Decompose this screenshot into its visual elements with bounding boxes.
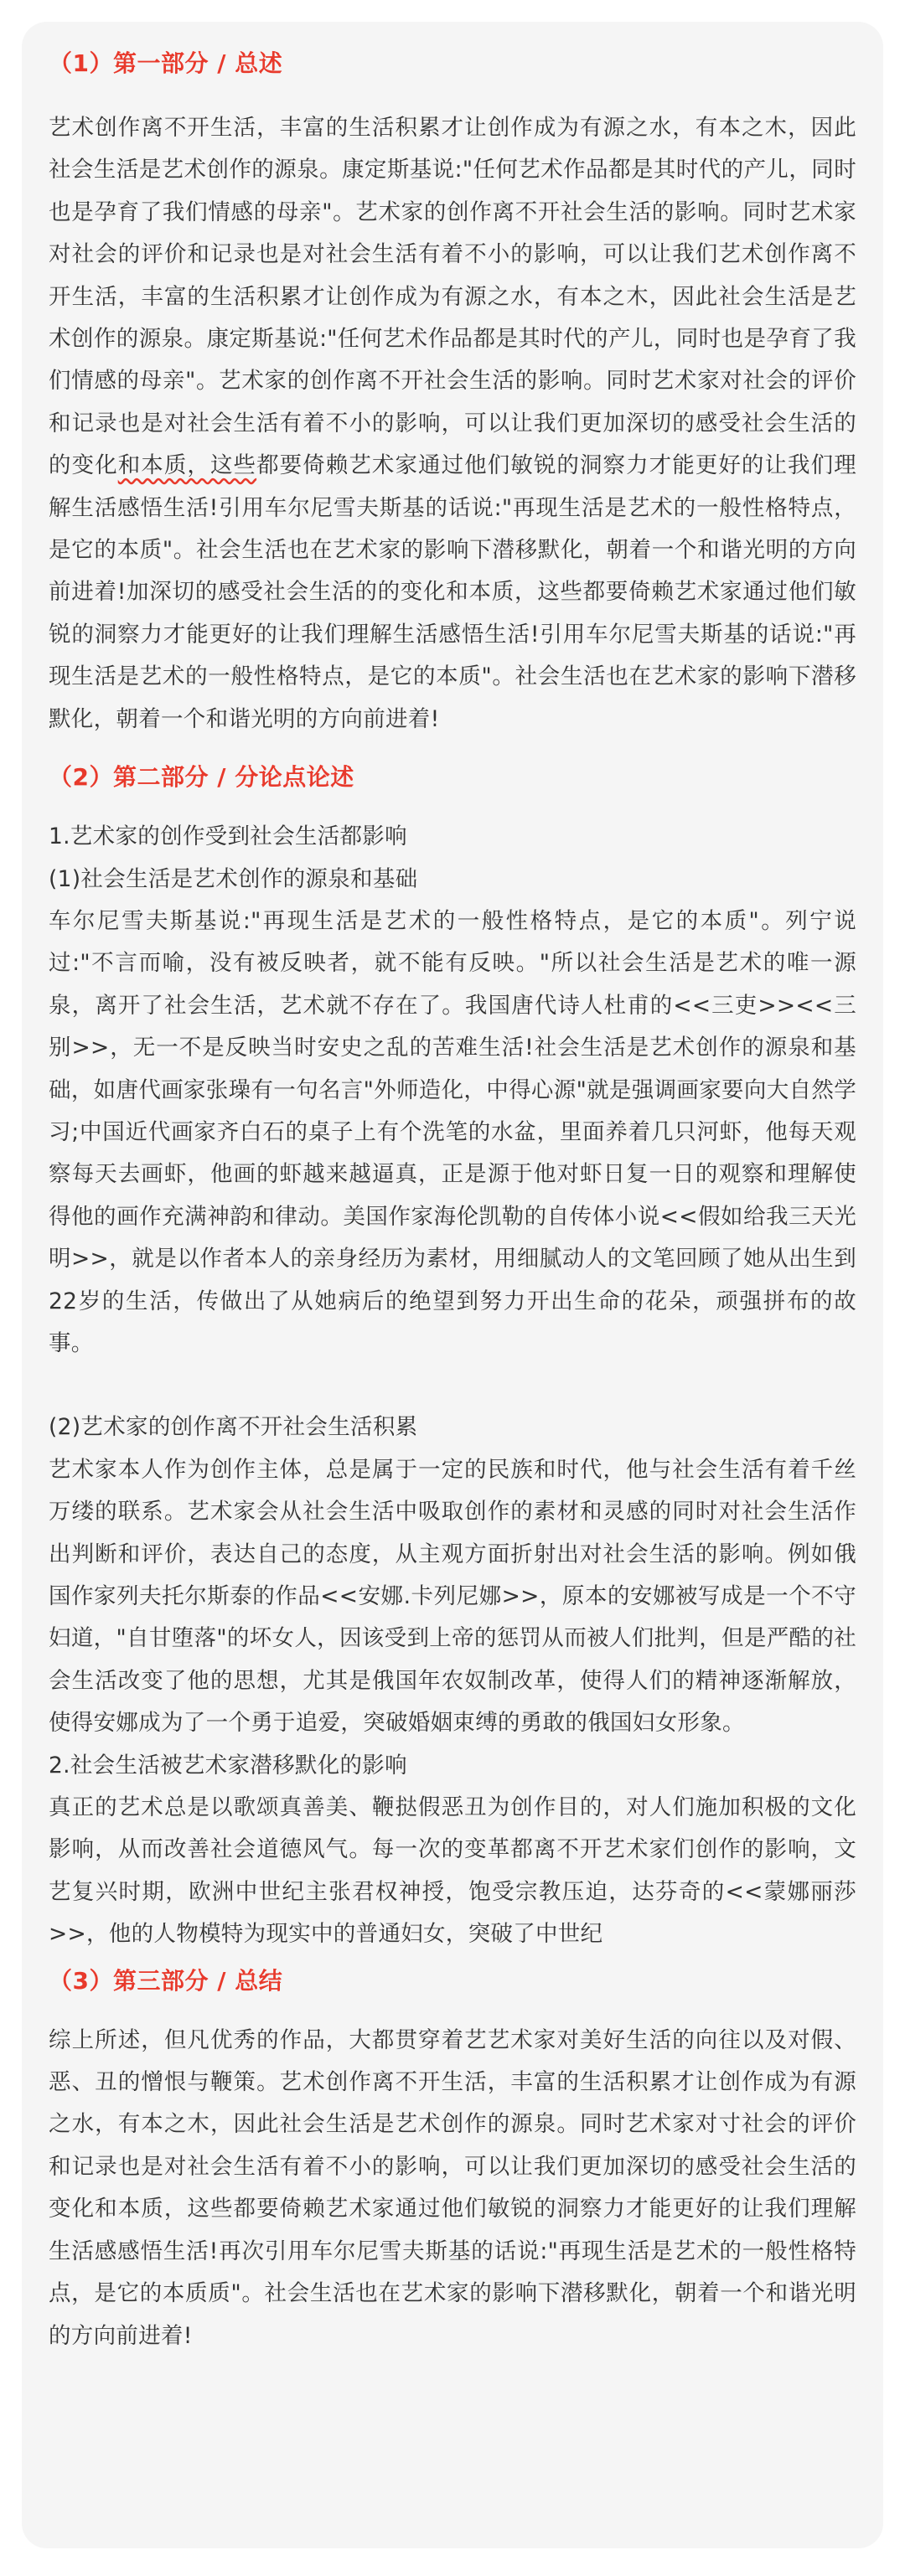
subpoint-2-title: (2)艺术家的创作离不开社会生活积累 <box>49 1414 418 1441</box>
section-2-body <box>49 816 856 1956</box>
point-2-body: 真正的艺术总是以歌颂真善美、鞭挞假恶丑为创作目的，对人们施加积极的文化影响，从而改善社会道德风气。每一次的变革都离不开艺术家们创作的影响，文艺复兴时期，欧洲中世纪主张君权神授，饱受宗教压迫，达芬奇的<<蒙娜丽莎>>，他的人物模特为现实中的普通妇女，突破了中世纪 <box>49 1794 856 1948</box>
section-1-body-text-b: 都要倚赖艺术家通过他们敏锐的洞察力才能更好的让我们理解生活感悟生活!引用车尔尼雪夫斯基的话说:"再现生活是艺术的一般性格特点，是它的本质"。社会生活也在艺术家的影响下潜移默化，朝着一个和谐光明的方向前进着!加深切的感受社会生活的的变化和本质，这些都要倚赖艺术家通过他们敏锐的洞察力才能更好的让我们理解生活感悟生活!引用车尔尼雪夫斯基的话说:"再现生活是艺术的一般性格特点，是它的本质"。社会生活也在艺术家的影响下潜移默化，朝着一个和谐光明的方向前进着! <box>49 452 856 732</box>
section-1-body <box>49 107 856 741</box>
section-3-body: 综上所述，但凡优秀的作品，大都贯穿着艺艺术家对美好生活的向往以及对假、恶、丑的憎恨与鞭策。艺术创作离不开生活，丰富的生活积累才让创作成为有源之水，有本之木，因此社会生活是艺术创作的源泉。同时艺术家对寸社会的评价和记录也是对社会生活有着不小的影响，可以让我们更加深切的感受社会生活的变化和本质，这些都要倚赖艺术家通过他们敏锐的洞察力才能更好的让我们理解生活感感悟生活!再次引用车尔尼雪夫斯基的话说:"再现生活是艺术的一般性格特点，是它的本质质"。社会生活也在艺术家的影响下潜移默化，朝着一个和谐光明的方向前进着! <box>49 2026 856 2349</box>
paragraph-gap <box>49 1365 856 1407</box>
spellcheck-underlined-text: 和本质，这些 <box>117 452 257 479</box>
section-2-heading: （2）第二部分 / 分论点论述 <box>49 763 354 792</box>
subpoint-2-body: 艺术家本人作为创作主体，总是属于一定的民族和时代，他与社会生活有着千丝万缕的联系。艺术家会从社会生活中吸取创作的素材和灵感的同时对社会生活作出判断和评价，表达自己的态度，从主观方面折射出对社会生活的影响。例如俄国作家列夫托尔斯泰的作品<<安娜.卡列尼娜>>，原本的安娜被写成是一个不守妇道，"自甘堕落"的坏女人，因该受到上帝的惩罚从而被人们批判，但是严酷的社会生活改变了他的思想，尤其是俄国年农奴制改革，使得人们的精神逐渐解放，使得安娜成为了一个勇于追爱，突破婚姻束缚的勇敢的俄国妇女形象。 <box>49 1456 856 1737</box>
section-3-heading: （3）第三部分 / 总结 <box>49 1966 283 1995</box>
section-1-heading: （1）第一部分 / 总述 <box>49 49 283 77</box>
point-2-title: 2.社会生活被艺术家潜移默化的影响 <box>49 1752 407 1778</box>
point-1-title: 1.艺术家的创作受到社会生活都影响 <box>49 823 407 850</box>
subpoint-1-title: (1)社会生活是艺术创作的源泉和基础 <box>49 865 418 892</box>
essay-card <box>22 22 883 2548</box>
subpoint-1-body: 车尔尼雪夫斯基说:"再现生活是艺术的一般性格特点，是它的本质"。列宁说过:"不言而喻，没有被反映者，就不能有反映。"所以社会生活是艺术的唯一源泉，离开了社会生活，艺术就不存在了。我国唐代诗人杜甫的<<三吏>><<三别>>，无一不是反映当时安史之乱的苦难生活!社会生活是艺术创作的源泉和基础，如唐代画家张璪有一句名言"外师造化，中得心源"就是强调画家要向大自然学习;中国近代画家齐白石的桌子上有个洗笔的水盆，里面养着几只河虾，他每天观察每天去画虾，他画的虾越来越逼真，正是源于他对虾日复一日的观察和理解使得他的画作充满神韵和律动。美国作家海伦凯勒的自传体小说<<假如给我三天光明>>，就是以作者本人的亲身经历为素材，用细腻动人的文笔回顾了她从出生到22岁的生活，传做出了从她病后的绝望到努力开出生命的花朵，顽强拼布的故事。 <box>49 907 856 1356</box>
section-1-body-text-a: 艺术创作离不开生活，丰富的生活积累才让创作成为有源之水，有本之木，因此社会生活是艺术创作的源泉。康定斯基说:"任何艺术作品都是其时代的产儿，同时也是孕育了我们情感的母亲"。艺术家的创作离不开社会生活的影响。同时艺术家对社会的评价和记录也是对社会生活有着不小的影响，可以让我们艺术创作离不开生活，丰富的生活积累才让创作成为有源之水，有本之木，因此社会生活是艺术创作的源泉。康定斯基说:"任何艺术作品都是其时代的产儿，同时也是孕育了我们情感的母亲"。艺术家的创作离不开社会生活的影响。同时艺术家对社会的评价和记录也是对社会生活有着不小的影响，可以让我们更加深切的感受社会生活的的变化 <box>49 115 856 479</box>
